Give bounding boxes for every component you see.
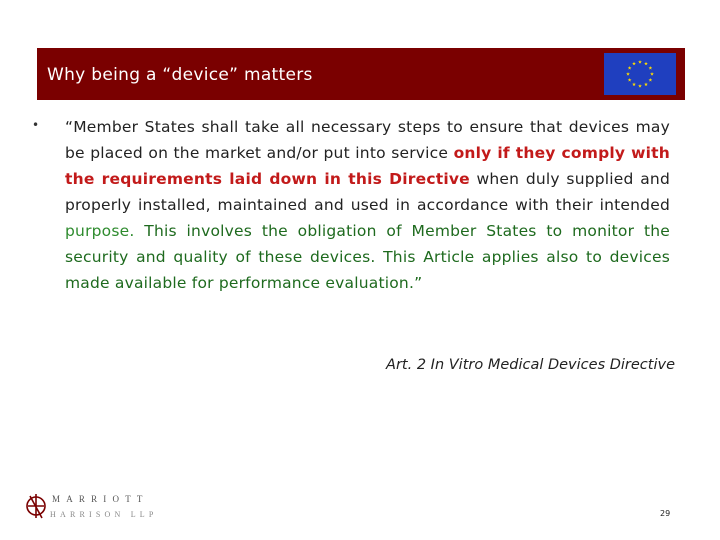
eu-flag-icon bbox=[604, 53, 676, 95]
marriott-harrison-logo bbox=[22, 486, 167, 524]
quote-part-intro: “Member States shall take all necessary steps to ensure that devices may be placed on the market and/or put into service bbox=[65, 118, 670, 162]
slide-title: Why being a “device” matters bbox=[47, 65, 313, 85]
title-bar bbox=[37, 48, 685, 100]
logo-text-top: MARRIOTT bbox=[52, 494, 149, 504]
citation: Art. 2 In Vitro Medical Devices Directive bbox=[386, 357, 675, 373]
quote-part-middle: when duly supplied and properly installed, maintained and used in accordance with their intended bbox=[65, 170, 670, 214]
quote-part-obligation: This involves the obligation of Member States to monitor the security and quality of these devices. This Article applies also to devices made available for performance evaluation.” bbox=[65, 222, 670, 292]
page-number: 29 bbox=[660, 509, 671, 518]
quote-highlight-requirement: only if they comply with the requirements laid down in this Directive bbox=[65, 144, 670, 188]
logo-text-bottom: HARRISON LLP bbox=[50, 510, 158, 519]
bullet-marker: • bbox=[32, 118, 40, 132]
directive-quote bbox=[65, 114, 670, 296]
quote-purpose-word: purpose. bbox=[65, 222, 135, 240]
